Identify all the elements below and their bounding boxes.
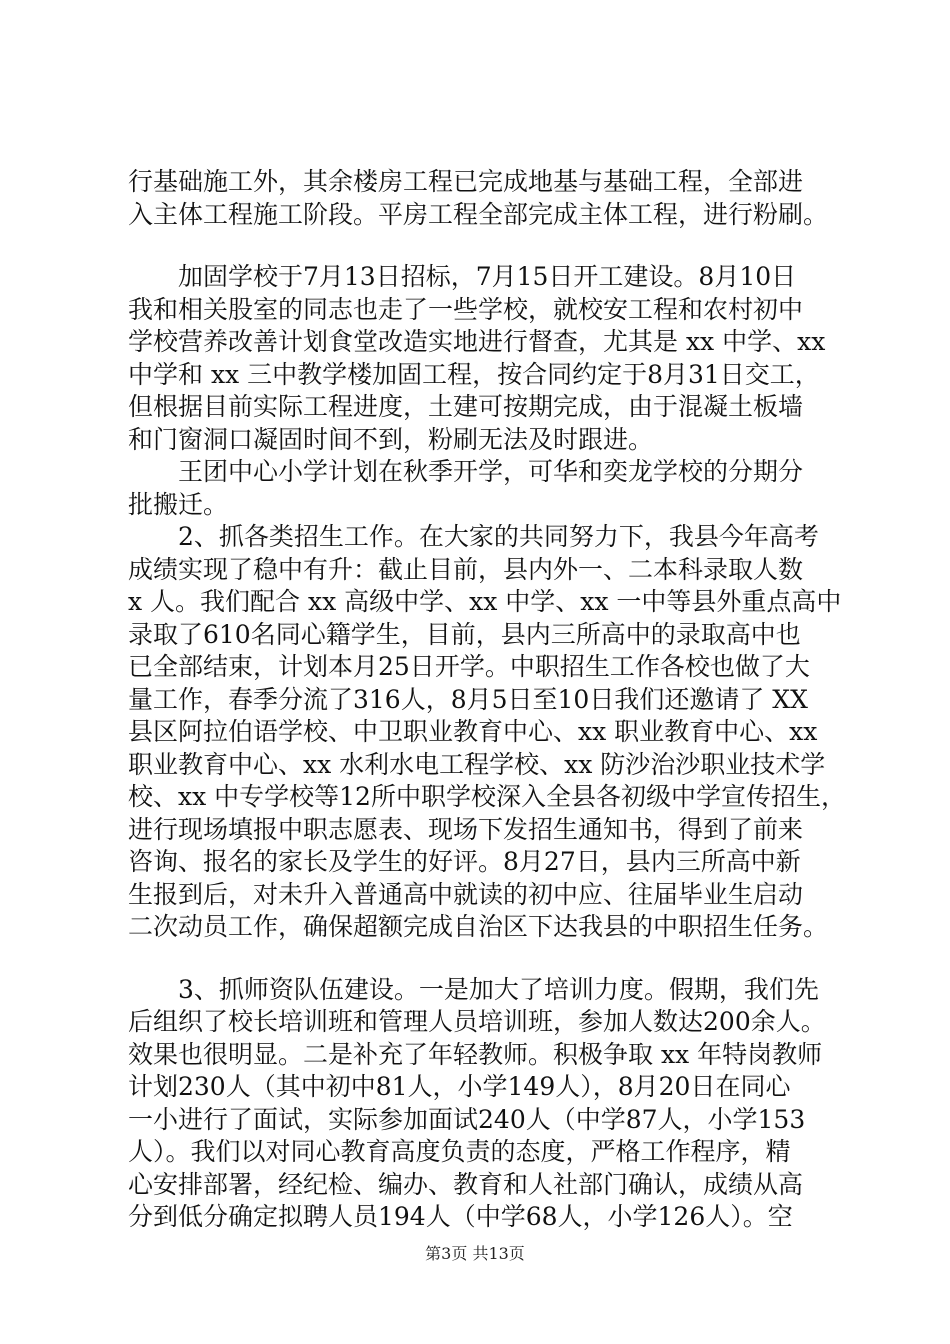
- paragraph-2: [128, 261, 850, 456]
- document-body: [128, 166, 850, 1234]
- text-line: 校、xx 中专学校等12所中职学校深入全县各初级中学宣传招生，: [128, 782, 846, 811]
- text-line: 王团中心小学计划在秋季开学，可华和奕龙学校的分期分: [178, 457, 804, 486]
- text-line: 后组织了校长培训班和管理人员培训班，参加人数达200余人。: [128, 1007, 826, 1036]
- paragraph-gap: [128, 944, 850, 974]
- text-line: 计划230人（其中初中81人，小学149人），8月20日在同心: [128, 1072, 791, 1101]
- text-line: 效果也很明显。二是补充了年轻教师。积极争取 xx 年特岗教师: [128, 1039, 823, 1069]
- text-line: 中学和 xx 三中教学楼加固工程，按合同约定于8月31日交工，: [128, 359, 820, 389]
- text-line: 进行现场填报中职志愿表、现场下发招生通知书，得到了前来: [128, 814, 804, 844]
- paragraph-5: [128, 974, 850, 1234]
- text-line: 入主体工程施工阶段。平房工程全部完成主体工程，进行粉刷。: [128, 199, 829, 229]
- paragraph-1: [128, 166, 850, 231]
- text-line: 2、抓各类招生工作。在大家的共同努力下，我县今年高考: [178, 522, 819, 551]
- page-number-footer: 第3页 共13页: [425, 1244, 525, 1263]
- text-line: 分到低分确定拟聘人员194人（中学68人，小学126人）。空: [128, 1202, 793, 1231]
- text-line: 行基础施工外，其余楼房工程已完成地基与基础工程，全部进: [128, 167, 804, 196]
- text-line: 和门窗洞口凝固时间不到，粉刷无法及时跟进。: [128, 424, 654, 454]
- text-line: 学校营养改善计划食堂改造实地进行督查，尤其是 xx 中学、xx: [128, 327, 826, 356]
- text-line: 一小进行了面试，实际参加面试240人（中学87人，小学153: [128, 1104, 806, 1134]
- paragraph-3: [128, 456, 850, 521]
- paragraph-gap: [128, 231, 850, 261]
- text-line: 已全部结束，计划本月25日开学。中职招生工作各校也做了大: [128, 652, 810, 681]
- text-line: 二次动员工作，确保超额完成自治区下达我县的中职招生任务。: [128, 912, 829, 941]
- text-line: 批搬迁。: [128, 489, 229, 519]
- text-line: 咨询、报名的家长及学生的好评。8月27日，县内三所高中新: [128, 847, 801, 876]
- text-line: 加固学校于7月13日招标，7月15日开工建设。8月10日: [178, 262, 797, 291]
- text-line: 成绩实现了稳中有升：截止目前，县内外一、二本科录取人数: [128, 554, 804, 584]
- text-line: 职业教育中心、xx 水利水电工程学校、xx 防沙治沙职业技术学: [128, 749, 826, 779]
- text-line: 县区阿拉伯语学校、中卫职业教育中心、xx 职业教育中心、xx: [128, 717, 818, 746]
- text-line: 人）。我们以对同心教育高度负责的态度，严格工作程序，精: [128, 1137, 791, 1166]
- text-line: 心安排部署，经纪检、编办、教育和人社部门确认，成绩从高: [128, 1169, 804, 1199]
- text-line: 生报到后，对未升入普通高中就读的初中应、往届毕业生启动: [128, 879, 804, 909]
- text-line: 3、抓师资队伍建设。一是加大了培训力度。假期，我们先: [178, 974, 819, 1004]
- text-line: 我和相关股室的同志也走了一些学校，就校安工程和农村初中: [128, 294, 804, 324]
- paragraph-4: [128, 521, 850, 944]
- text-line: 量工作，春季分流了316人，8月5日至10日我们还邀请了 XX: [128, 684, 808, 714]
- text-line: 但根据目前实际工程进度，土建可按期完成，由于混凝土板墙: [128, 392, 804, 421]
- text-line: 录取了610名同心籍学生，目前，县内三所高中的录取高中也: [128, 619, 801, 649]
- text-line: x 人。我们配合 xx 高级中学、xx 中学、xx 一中等县外重点高中: [128, 587, 842, 616]
